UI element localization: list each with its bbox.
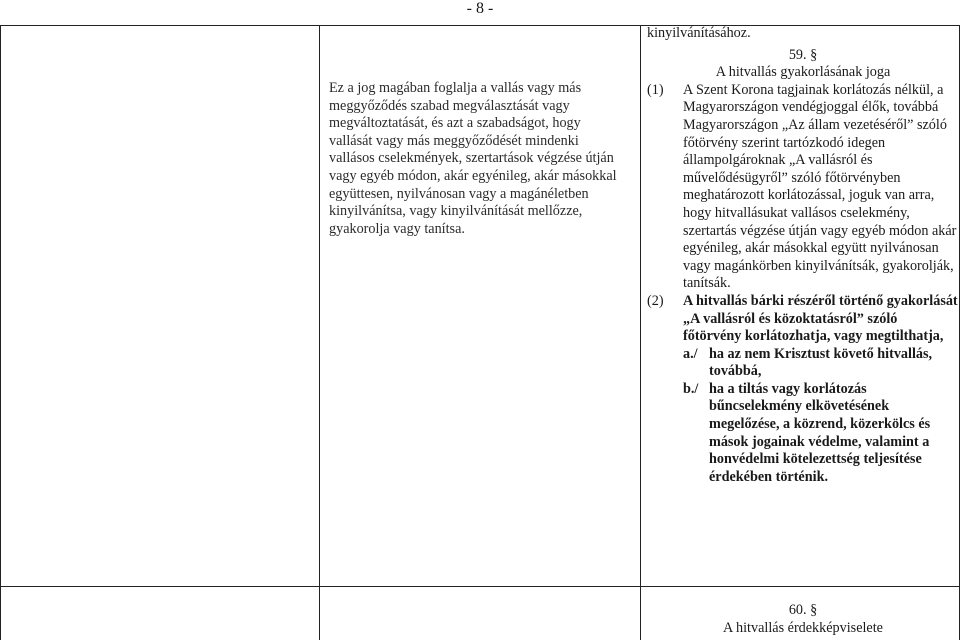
subpoint-a [683,346,959,381]
section-59-title: A hitvallás gyakorlásának joga [715,64,891,81]
paragraph-2 [647,293,959,487]
paragraph-2-number: (2) [647,292,664,309]
section-60-cell [647,602,959,637]
paragraph-2-text: A hitvallás bárki részéről történő gyakorlását „A vallásról és közoktatásról” szóló főtörvény korlátozhatja, vagy megtilthatja, [683,292,958,345]
left-paragraph: Ez a jog magában foglalja a vallás vagy más meggyőződés szabad megválasztását vagy megváltoztatását, és azt a szabadságot, hogy vallását vagy más meggyőződését mindenki vallásos cselekmények, szertartások végzése útján vagy egyéb módon, akár egyénileg, akár másokkal együttesen, nyilvánosan vagy a magánéletben kinyilvánítsa, vagy kinyilvánítását mellőzze, gyakorolja vagy tanítsa. [329,80,617,237]
subpoint-b-letter: b./ [683,380,699,397]
section-60-number: 60. § [788,602,818,618]
table-left-border [0,25,1,640]
page-number: - 8 - [466,0,494,17]
section-59-number: 59. § [788,46,818,63]
paragraph-1-text: A Szent Korona tagjainak korlátozás nélkül, a Magyarországon vendégjoggal élők, továbbá Magyarországon „Az állam vezetéséről” szóló főtörvény szerint tartózkodó idegen állampolgároknak „A vallásról és művelődésügyről” szóló főtörvényben meghatározott korlátozással, joguk van arra, hogy hitvallásukat vallásos cselekmény, szertartás végzése útján vagy egyéb módon akár egyénileg, akár másokkal együtt nyilvánosan vagy magánkörben kinyilvánítsák, gyakorolják, tanítsák. [683,81,957,292]
section-60-title: A hitvallás érdekképviselete [723,619,883,636]
subpoint-a-text: ha az nem Krisztust követő hitvallás, továbbá, [709,345,933,380]
paragraph-1-number: (1) [647,81,664,98]
section-59-cell [647,25,959,486]
intro-text: kinyilvánításához. [647,25,751,41]
subpoint-b-text: ha a tiltás vagy korlátozás bűncselekmény elkövetésének megelőzése, a közrend, közerkölcs és mások jogainak védelme, valamint a honvédelmi kötelezettség teljesítése érdekében történik. [709,380,931,485]
table-column-divider-1 [319,25,320,640]
subpoint-a-letter: a./ [683,345,698,362]
table-column-divider-2 [640,25,641,640]
table-row-divider [0,586,960,587]
subpoint-b [683,381,959,487]
paragraph-1 [647,82,959,293]
